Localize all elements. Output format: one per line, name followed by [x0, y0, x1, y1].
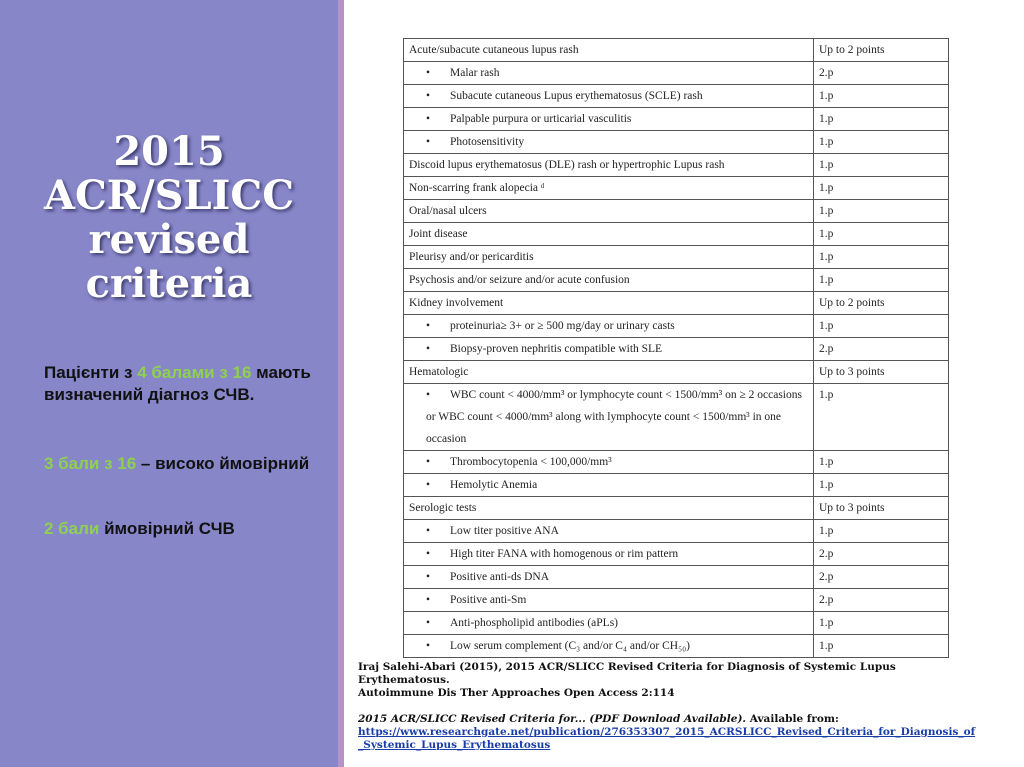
table-row: [404, 315, 949, 338]
criterion-label: Biopsy-proven nephritis compatible with SLE: [450, 343, 663, 355]
table-row: [404, 154, 949, 177]
citation-available: [358, 713, 978, 726]
criterion-label: Thrombocytopenia < 100,000/mm³: [450, 456, 612, 468]
bullet-icon: •: [426, 67, 431, 79]
points-cell: 1.p: [814, 131, 949, 154]
criterion-label: Pleurisy and/or pericarditis: [409, 251, 534, 263]
criterion-label: Discoid lupus erythematosus (DLE) rash or hypertrophic Lupus rash: [409, 159, 725, 171]
table-row: [404, 543, 949, 566]
citation-authors: Iraj Salehi-Abari (2015), 2015 ACR/SLICC Revised Criteria for Diagnosis of Systemic Lupus Erythematosus.: [358, 661, 896, 686]
points-cell: 1.p: [814, 269, 949, 292]
criterion-label: Acute/subacute cutaneous lupus rash: [409, 44, 579, 56]
table-row: [404, 108, 949, 131]
note-highlight: 2 бали: [44, 519, 105, 538]
table-row: [404, 39, 949, 62]
criterion-label: Serologic tests: [409, 502, 477, 514]
title-line: revised: [88, 216, 250, 263]
criterion-label: Photosensitivity: [450, 136, 525, 148]
source-link[interactable]: https://www.researchgate.net/publication/276353307_2015_ACRSLICC_Revised_Criteria_for_Diagnosis_of_Systemic_Lupus_Erythematosus: [358, 726, 976, 751]
criteria-table: [403, 38, 949, 658]
bullet-icon: •: [426, 571, 431, 583]
criterion-cell: [404, 361, 814, 384]
note-text: мають визначений діагноз СЧВ.: [44, 363, 311, 404]
points-cell: Up to 2 points: [814, 39, 949, 62]
criterion-cell: [404, 315, 814, 338]
table-row: [404, 566, 949, 589]
criterion-label: Anti-phospholipid antibodies (aPLs): [450, 617, 619, 629]
criterion-cell: [404, 589, 814, 612]
criterion-label: Low titer positive ANA: [450, 525, 559, 537]
table-row: [404, 520, 949, 543]
points-cell: 1.p: [814, 223, 949, 246]
table-row: [404, 338, 949, 361]
points-cell: 1.p: [814, 520, 949, 543]
criterion-label: Low serum complement (C₃ and/or C₄ and/or CH₅₀): [450, 640, 690, 652]
criterion-cell: [404, 177, 814, 200]
source-citation: [358, 661, 978, 752]
table-row: [404, 361, 949, 384]
table-row: [404, 269, 949, 292]
criterion-label: Oral/nasal ulcers: [409, 205, 487, 217]
criterion-label: Hemolytic Anemia: [450, 479, 538, 491]
criterion-label: Kidney involvement: [409, 297, 504, 309]
bullet-icon: •: [426, 113, 431, 125]
points-cell: Up to 3 points: [814, 361, 949, 384]
criterion-label: Joint disease: [409, 228, 468, 240]
points-cell: Up to 2 points: [814, 292, 949, 315]
criterion-cell: [404, 474, 814, 497]
bullet-icon: •: [426, 343, 431, 355]
bullet-icon: •: [426, 90, 431, 102]
criterion-label: WBC count < 4000/mm³ or lymphocyte count < 1500/mm³ on ≥ 2 occasions or WBC count < 4000/mm³ along with lymphocyte count < 1500/mm³ in one occasion: [426, 389, 802, 445]
criterion-cell: [404, 85, 814, 108]
points-cell: 1.p: [814, 85, 949, 108]
criterion-label: Malar rash: [450, 67, 500, 79]
criterion-label: Positive anti-Sm: [450, 594, 527, 606]
table-row: [404, 635, 949, 658]
criteria-table-container: [403, 38, 949, 658]
points-cell: Up to 3 points: [814, 497, 949, 520]
points-cell: 1.p: [814, 315, 949, 338]
points-cell: 1.p: [814, 384, 949, 451]
table-row: [404, 62, 949, 85]
criterion-label: Palpable purpura or urticarial vasculitis: [450, 113, 632, 125]
points-cell: 1.p: [814, 451, 949, 474]
points-cell: 2.p: [814, 589, 949, 612]
note-text: ймовірний СЧВ: [104, 519, 235, 538]
criterion-cell: [404, 223, 814, 246]
criterion-cell: [404, 154, 814, 177]
criterion-cell: [404, 384, 814, 451]
points-cell: 1.p: [814, 246, 949, 269]
slide-title: [14, 130, 324, 306]
criterion-label: Non-scarring frank alopecia ᵈ: [409, 182, 545, 194]
note-highlight: 4 балами з 16: [137, 363, 252, 382]
bullet-icon: •: [426, 136, 431, 148]
table-row: [404, 589, 949, 612]
criterion-cell: [404, 292, 814, 315]
criterion-cell: [404, 62, 814, 85]
bullet-icon: •: [426, 525, 431, 537]
points-cell: 1.p: [814, 177, 949, 200]
bullet-icon: •: [426, 479, 431, 491]
points-cell: 1.p: [814, 200, 949, 223]
title-line: 2015: [113, 128, 225, 175]
title-line: ACR/SLICC: [43, 172, 295, 219]
points-cell: 2.p: [814, 566, 949, 589]
bullet-icon: •: [426, 320, 431, 332]
criterion-cell: [404, 338, 814, 361]
table-row: [404, 246, 949, 269]
criterion-cell: [404, 131, 814, 154]
note-text: – високо ймовірний: [136, 454, 310, 473]
criterion-cell: [404, 451, 814, 474]
criterion-label: Psychosis and/or seizure and/or acute confusion: [409, 274, 630, 286]
criterion-cell: [404, 269, 814, 292]
table-row: [404, 497, 949, 520]
points-cell: 1.p: [814, 474, 949, 497]
criterion-cell: [404, 520, 814, 543]
bullet-icon: •: [426, 594, 431, 606]
table-row: [404, 131, 949, 154]
points-cell: 1.p: [814, 108, 949, 131]
points-cell: 1.p: [814, 154, 949, 177]
table-row: [404, 292, 949, 315]
table-row: [404, 177, 949, 200]
criterion-cell: [404, 566, 814, 589]
criterion-label: proteinuria≥ 3+ or ≥ 500 mg/day or urinary casts: [450, 320, 675, 332]
note-highly-probable: [44, 453, 314, 475]
table-row: [404, 474, 949, 497]
table-row: [404, 85, 949, 108]
bullet-icon: •: [426, 548, 431, 560]
criterion-label: Positive anti-ds DNA: [450, 571, 550, 583]
bullet-icon: •: [426, 640, 431, 652]
criterion-cell: [404, 39, 814, 62]
criterion-label: High titer FANA with homogenous or rim pattern: [450, 548, 679, 560]
note-text: Пацієнти з: [44, 363, 138, 382]
table-row: [404, 612, 949, 635]
criterion-cell: [404, 246, 814, 269]
note-highlight: 3 бали з 16: [44, 454, 137, 473]
points-cell: 2.p: [814, 543, 949, 566]
criterion-cell: [404, 612, 814, 635]
criterion-label: Hematologic: [409, 366, 469, 378]
title-line: criteria: [85, 260, 253, 307]
table-row: [404, 451, 949, 474]
criterion-label: Subacute cutaneous Lupus erythematosus (SCLE) rash: [450, 90, 703, 102]
points-cell: 1.p: [814, 635, 949, 658]
criterion-cell: [404, 497, 814, 520]
table-row: [404, 223, 949, 246]
points-cell: 2.p: [814, 62, 949, 85]
note-probable: [44, 518, 314, 540]
citation-journal: Autoimmune Dis Ther Approaches Open Access 2:114: [358, 687, 675, 699]
bullet-icon: •: [426, 389, 431, 401]
bullet-icon: •: [426, 617, 431, 629]
criterion-cell: [404, 200, 814, 223]
table-row: [404, 200, 949, 223]
citation-title-italic: 2015 ACR/SLICC Revised Criteria for... (PDF Download Available).: [358, 713, 747, 725]
citation-available-text: Available from:: [746, 713, 839, 725]
criterion-cell: [404, 635, 814, 658]
table-row: [404, 384, 949, 451]
note-definite-diagnosis: [44, 362, 314, 406]
criterion-cell: [404, 543, 814, 566]
points-cell: 2.p: [814, 338, 949, 361]
criterion-cell: [404, 108, 814, 131]
points-cell: 1.p: [814, 612, 949, 635]
bullet-icon: •: [426, 456, 431, 468]
sidebar-edge-stripe: [338, 0, 344, 767]
